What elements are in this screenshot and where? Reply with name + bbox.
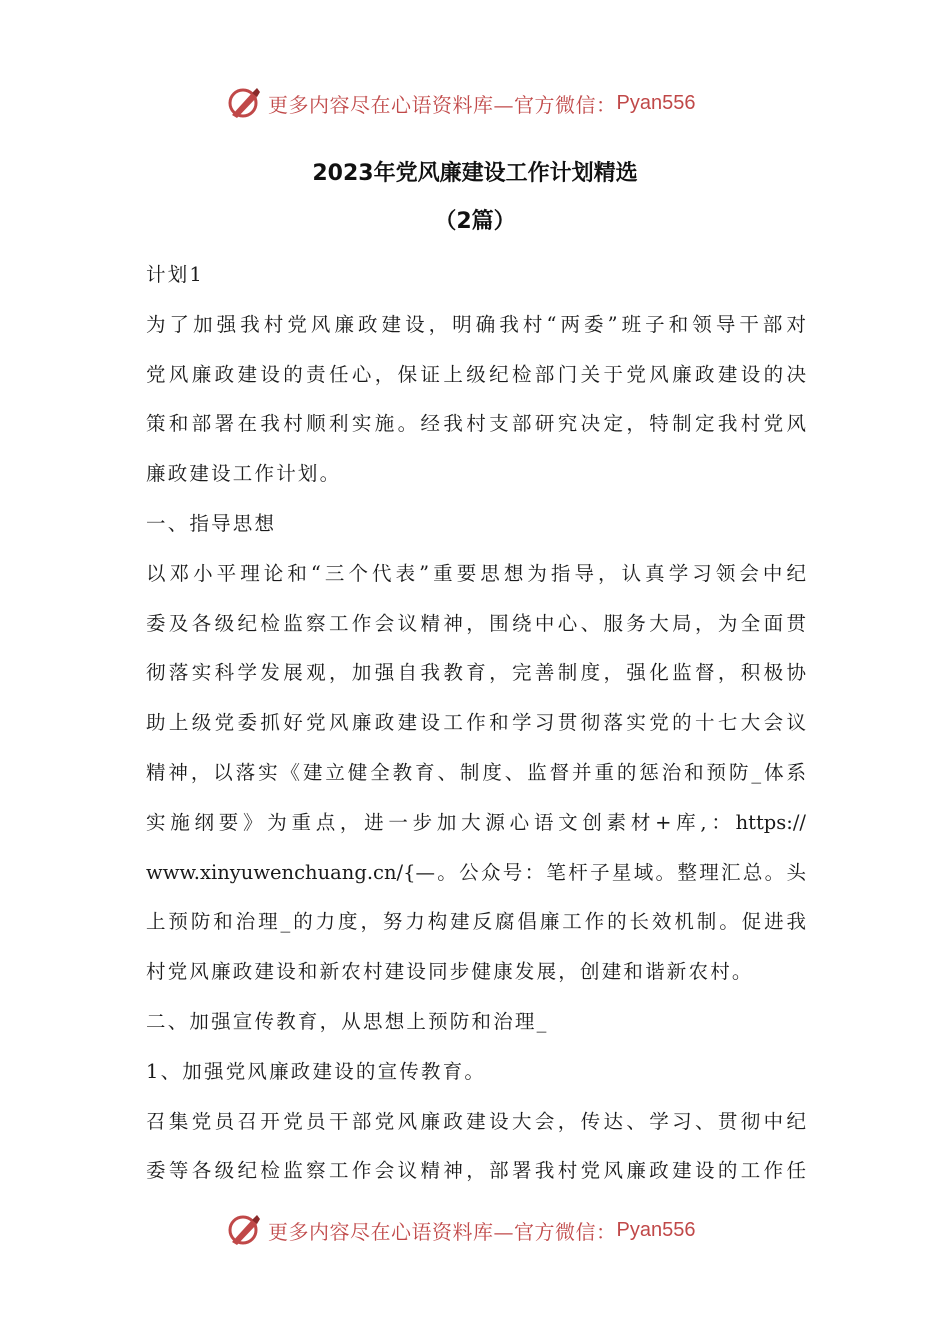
header-watermark-banner — [226, 84, 695, 122]
body-line: 精神，以落实《建立健全教育、制度、监督并重的惩治和预防_体系 — [146, 760, 806, 784]
section-heading: 一、指导思想 — [146, 511, 277, 535]
body-line: 村党风廉政建设和新农村建设同步健康发展，创建和谐新农村。 — [146, 960, 754, 984]
banner-wechat-id: Pyan556 — [616, 1218, 696, 1241]
body-line: 以邓小平理论和“三个代表”重要思想为指导，认真学习领会中纪 — [146, 561, 806, 585]
subsection-heading: 1、加强党风廉政建设的宣传教育。 — [146, 1059, 487, 1083]
body-line: 召集党员召开党员干部党风廉政建设大会，传达、学习、贯彻中纪 — [146, 1109, 806, 1133]
pen-logo-icon — [226, 1212, 262, 1248]
document-subtitle: （2篇） — [434, 209, 516, 234]
body-line: 委及各级纪检监察工作会议精神，围绕中心、服务大局，为全面贯 — [146, 611, 806, 635]
body-line: 为了加强我村党风廉政建设，明确我村“两委”班子和领导干部对 — [146, 312, 806, 336]
document-body — [146, 250, 806, 1196]
banner-text: 更多内容尽在心语资料库—官方微信： — [268, 1219, 617, 1244]
body-line: 策和部署在我村顺利实施。经我村支部研究决定，特制定我村党风 — [146, 412, 806, 436]
document-title: 2023年党风廉建设工作计划精选 — [312, 161, 638, 186]
section-label: 计划1 — [146, 263, 205, 286]
body-line: 廉政建设工作计划。 — [146, 462, 342, 486]
footer-watermark-banner — [226, 1211, 695, 1249]
body-line: www.xinyuwenchuang.cn/{—。公众号：笔杆子星域。整理汇总。头 — [146, 860, 806, 884]
body-line: 实施纲要》为重点，进一步加大源心语文创素材+库,：https:// — [146, 810, 806, 834]
body-line: 彻落实科学发展观，加强自我教育，完善制度，强化监督，积极协 — [146, 661, 806, 685]
section-heading: 二、加强宣传教育，从思想上预防和治理_ — [146, 1009, 549, 1033]
body-line: 党风廉政建设的责任心，保证上级纪检部门关于党风廉政建设的决 — [146, 362, 806, 386]
body-line: 上预防和治理_的力度，努力构建反腐倡廉工作的长效机制。促进我 — [146, 910, 806, 934]
body-line: 助上级党委抓好党风廉政建设工作和学习贯彻落实党的十七大会议 — [146, 711, 806, 735]
pen-logo-icon — [226, 85, 262, 121]
banner-text: 更多内容尽在心语资料库—官方微信： — [268, 92, 617, 117]
body-line: 委等各级纪检监察工作会议精神，部署我村党风廉政建设的工作任 — [146, 1159, 806, 1183]
banner-wechat-id: Pyan556 — [616, 91, 696, 114]
